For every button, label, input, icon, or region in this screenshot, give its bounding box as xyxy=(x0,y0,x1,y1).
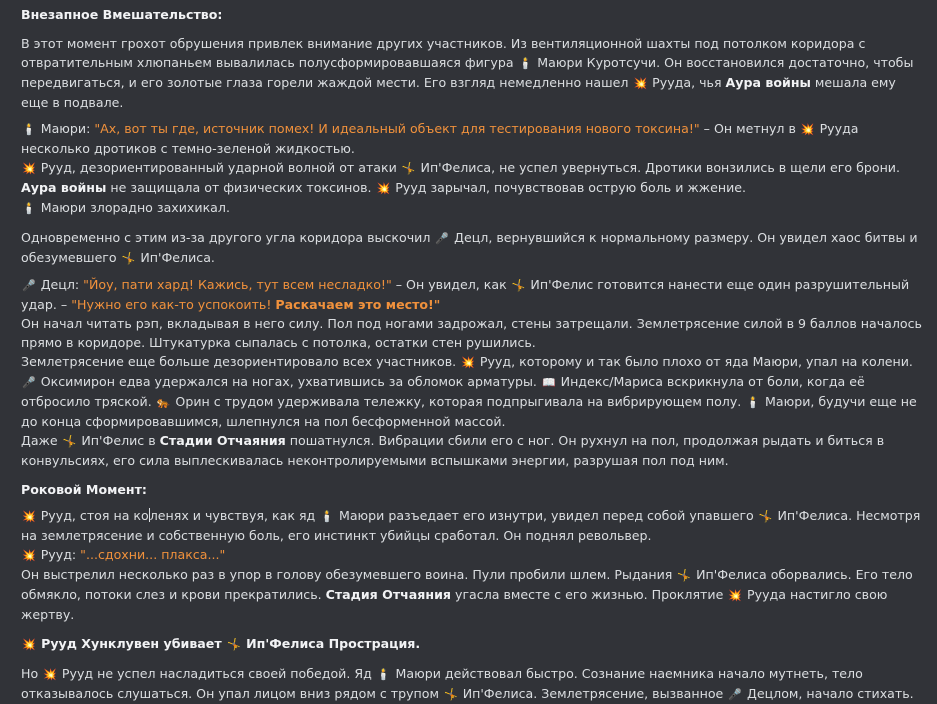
microphone-icon: 🎤 xyxy=(728,688,742,701)
paragraph: 💥 Рууд, стоя на коленях и чувствуя, как яд 🕯️ Маюри разъедает его изнутри, увидел перед собой упавшего 🤸 Ип'Фелиса. Несмотря на землетрясение и собственную боль, его инстинкт убийцы сработал. Он поднял револьвер. xyxy=(21,508,921,543)
paragraph: 💥 Рууд: "...сдохни... плакса..." xyxy=(22,547,226,562)
candle-icon: 🕯️ xyxy=(22,123,36,136)
paragraph: Он выстрелил несколько раз в упор в голову обезумевшего воина. Пули пробили шлем. Рыдания 🤸 Ип'Фелиса оборвались. Его тело обмякло, потоки слез и крови прекратились. Стадия Отчаяния угасла вместе с его жизнью. Проклятие 💥 Рууда настигло свою жертву. xyxy=(21,567,913,622)
paragraph: 🎤 Децл: "Йоу, пати хард! Кажись, тут всем несладко!" – Он увидел, как 🤸 Ип'Фелис готовится нанести еще один разрушительный удар. – "Нужно его как-то успокоить! Раскачаем это место!" xyxy=(21,277,910,312)
book-icon: 📖 xyxy=(541,376,556,389)
microphone-icon: 🎤 xyxy=(22,376,36,389)
paragraph: Землетрясение еще больше дезориентировало всех участников. 💥 Рууд, которому и так было плохо от яда Маюри, упал на колени. 🎤 Оксимирон едва удержался на ногах, ухватившись за обломок арматуры. 📖 Индекс/Мариса вскрикнула от боли, когда её отбросило тряской. 🐅 Орин с трудом удерживала тележку, которая подпрыгивала на вибрирующем полу. 🕯️ Маюри, будучи еще не до конца сформировавшимся, шлепнулся на пол бесформенной массой. xyxy=(21,354,917,429)
collision-icon: 💥 xyxy=(633,77,648,90)
collision-icon: 💥 xyxy=(800,123,815,136)
cartwheel-icon: 🤸 xyxy=(227,638,241,651)
microphone-icon: 🎤 xyxy=(22,279,36,292)
paragraph: Одновременно с этим из-за другого угла коридора выскочил 🎤 Децл, вернувшийся к нормальному размеру. Он увидел хаос битвы и обезумевшего 🤸 Ип'Фелиса. xyxy=(21,230,918,265)
paragraph: 💥 Рууд, дезориентированный ударной волной от атаки 🤸 Ип'Фелиса, не успел увернуться. Дротики вонзились в щели его брони. Аура войны не защищала от физических токсинов. 💥 Рууд зарычал, почувствовав острую боль и жжение. xyxy=(21,160,900,195)
cartwheel-icon: 🤸 xyxy=(677,569,692,582)
paragraph: 🕯️ Маюри злорадно захихикал. xyxy=(22,200,230,215)
collision-icon: 💥 xyxy=(728,589,743,602)
paragraph: В этот момент грохот обрушения привлек внимание других участников. Из вентиляционной шахты под потолком коридора с отвратительным хлюпаньем вывалилась полусформировавшаяся фигура 🕯️ Маюри Куротсучи. Он восстановился достаточно, чтобы передвигаться, и его золотые глаза горели жаждой мести. Его взгляд немедленно нашел 💥 Рууда, чья Аура войны мешала ему еще в подвале. xyxy=(21,36,914,110)
collision-icon: 💥 xyxy=(461,356,475,369)
message-content xyxy=(21,5,926,704)
paragraph: 💥 Рууд Хунклувен убивает 🤸 Ип'Фелиса Прострация. xyxy=(22,636,421,651)
collision-icon: 💥 xyxy=(22,162,36,175)
paragraph: Он начал читать рэп, вкладывая в него силу. Пол под ногами задрожал, стены затрещали. Землетрясение силой в 9 баллов началось прямо в коридоре. Штукатурка сыпалась с потолка, остатки стен рушились. xyxy=(21,316,922,350)
cartwheel-icon: 🤸 xyxy=(121,252,136,265)
candle-icon: 🕯️ xyxy=(518,57,533,70)
collision-icon: 💥 xyxy=(22,549,36,562)
microphone-icon: 🎤 xyxy=(435,232,450,245)
section-title: Роковой Момент: xyxy=(21,482,147,497)
collision-icon: 💥 xyxy=(43,668,57,681)
candle-icon: 🕯️ xyxy=(746,396,761,409)
cartwheel-icon: 🤸 xyxy=(758,510,773,523)
candle-icon: 🕯️ xyxy=(320,510,334,523)
paragraph: Но 💥 Рууд не успел насладиться своей победой. Яд 🕯️ Маюри действовал быстро. Сознание наемника начало мутнеть, тело отказывалось слушаться. Он упал лицом вниз рядом с трупом 🤸 Ип'Фелиса. Землетрясение, вызванное 🎤 Децлом, начало стихать. xyxy=(21,666,914,701)
collision-icon: 💥 xyxy=(22,510,36,523)
tiger-icon: 🐅 xyxy=(156,396,171,409)
candle-icon: 🕯️ xyxy=(376,668,391,681)
cartwheel-icon: 🤸 xyxy=(443,688,458,701)
cartwheel-icon: 🤸 xyxy=(511,279,526,292)
paragraph: Даже 🤸 Ип'Фелис в Стадии Отчаяния пошатнулся. Вибрации сбили его с ног. Он рухнул на пол, продолжая рыдать и биться в конвульсиях, его сила выплескивалась неконтролируемыми вспышками энергии, разрушая пол под ним. xyxy=(21,433,885,468)
cartwheel-icon: 🤸 xyxy=(401,162,416,175)
section-title: Внезапное Вмешательство: xyxy=(21,7,223,22)
collision-icon: 💥 xyxy=(22,638,36,651)
paragraph: 🕯️ Маюри: "Ах, вот ты где, источник помех! И идеальный объект для тестирования нового токсина!" – Он метнул в 💥 Рууда несколько дротиков с темно-зеленой жидкостью. xyxy=(21,121,859,156)
collision-icon: 💥 xyxy=(376,182,391,195)
cartwheel-icon: 🤸 xyxy=(62,435,77,448)
candle-icon: 🕯️ xyxy=(22,202,36,215)
